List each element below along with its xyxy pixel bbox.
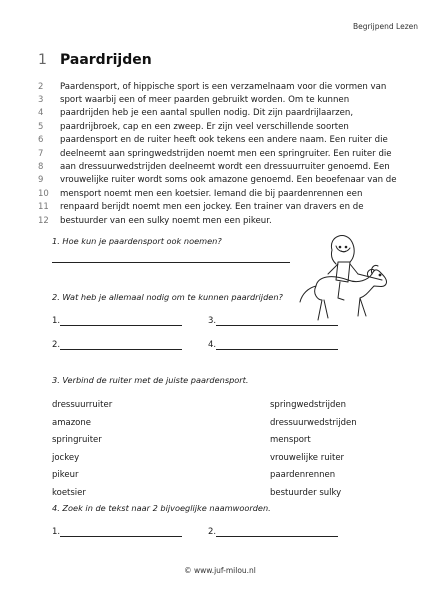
- match-left-item[interactable]: springruiter: [52, 435, 102, 446]
- text-line: [38, 107, 428, 120]
- answer-line-q4-2[interactable]: [216, 536, 338, 537]
- line-number: 7: [38, 148, 44, 159]
- match-right-item[interactable]: springwedstrijden: [270, 400, 347, 410]
- match-right-item[interactable]: bestuurder sulky: [270, 487, 342, 498]
- match-right-column: [270, 397, 357, 503]
- answer-line-q2-1[interactable]: [60, 325, 182, 326]
- question-4: 4. Zoek in de tekst naar 2 bijvoeglijke naamwoorden.: [52, 503, 271, 513]
- line-text: deelneemt aan springwedstrijden noemt men een springruiter. Een ruiter die: [60, 148, 392, 159]
- answer-line-q2-2[interactable]: [60, 349, 182, 350]
- match-left-column: [52, 397, 112, 503]
- page-title: Paardrijden: [60, 52, 152, 68]
- match-left-item[interactable]: dressuurruiter: [52, 400, 113, 410]
- match-right-item[interactable]: dressuurwedstrijden: [270, 417, 357, 428]
- line-number: 11: [38, 202, 49, 213]
- horse-rider-illustration: [288, 228, 400, 336]
- text-line: [38, 187, 428, 200]
- line-text: paardrijbroek, cap en een zweep. Er zijn veel verschillende soorten: [60, 121, 349, 132]
- answer-label: 2.: [52, 340, 61, 350]
- line-text: bestuurder van een sulky noemt men een pikeur.: [60, 215, 272, 226]
- answer-label: 1.: [52, 527, 61, 537]
- match-left-item[interactable]: jockey: [52, 452, 80, 463]
- line-number: 3: [38, 95, 44, 106]
- answer-line-q2-3[interactable]: [216, 325, 338, 326]
- reading-text: [38, 80, 428, 227]
- line-text: sport waarbij een of meer paarden gebruikt worden. Om te kunnen: [60, 95, 350, 106]
- match-left-item[interactable]: pikeur: [52, 470, 79, 481]
- title-row: [38, 52, 152, 72]
- answer-line-q4-1[interactable]: [60, 536, 182, 537]
- line-number: 12: [38, 215, 49, 226]
- text-line: [38, 134, 428, 147]
- answer-label: 3.: [208, 316, 217, 326]
- line-number: 5: [38, 121, 44, 132]
- line-text: mensport noemt men een koetsier. Iemand die bij paardenrennen een: [60, 188, 363, 199]
- match-right-item[interactable]: paardenrennen: [270, 470, 336, 481]
- match-right-item[interactable]: mensport: [270, 435, 311, 446]
- line-number: 8: [38, 162, 44, 173]
- text-line: [38, 160, 428, 173]
- text-line: [38, 147, 428, 160]
- line-number: 6: [38, 135, 44, 146]
- text-line: [38, 174, 428, 187]
- line-text: Paardensport, of hippische sport is een verzamelnaam voor die vormen van: [60, 81, 387, 92]
- text-line: [38, 120, 428, 133]
- footer-copyright: © www.juf-milou.nl: [184, 566, 256, 575]
- match-right-item[interactable]: vrouwelijke ruiter: [270, 452, 345, 463]
- line-text: paardensport en de ruiter heeft ook tekens een andere naam. Een ruiter die: [60, 135, 388, 146]
- line-text: vrouwelijke ruiter wordt soms ook amazone genoemd. Een beoefenaar van de: [60, 175, 397, 186]
- answer-label: 2.: [208, 527, 217, 537]
- answer-label: 1.: [52, 316, 61, 326]
- question-1: 1. Hoe kun je paardensport ook noemen?: [52, 236, 222, 246]
- line-number: 2: [38, 81, 44, 92]
- question-2: 2. Wat heb je allemaal nodig om te kunnen paardrijden?: [52, 292, 283, 302]
- text-line: [38, 201, 428, 214]
- line-number: 4: [38, 108, 44, 119]
- line-text: paardrijden heb je een aantal spullen nodig. Dit zijn paardrijlaarzen,: [60, 108, 354, 119]
- line-number: 9: [38, 175, 44, 186]
- question-3: 3. Verbind de ruiter met de juiste paardensport.: [52, 375, 249, 385]
- header-label: Begrijpend Lezen: [352, 22, 418, 31]
- answer-label: 4.: [208, 340, 217, 350]
- line-text: aan dressuurwedstrijden deelneemt wordt een dressuurruiter genoemd. Een: [60, 162, 390, 173]
- text-line: [38, 80, 428, 93]
- text-line: [38, 214, 428, 227]
- answer-line-q1[interactable]: [52, 262, 290, 263]
- match-left-item[interactable]: koetsier: [52, 487, 86, 498]
- answer-line-q2-4[interactable]: [216, 349, 338, 350]
- title-line-number: 1: [38, 52, 47, 68]
- line-number: 10: [38, 188, 49, 199]
- match-left-item[interactable]: amazone: [52, 417, 91, 428]
- line-text: renpaard berijdt noemt men een jockey. Een trainer van dravers en de: [60, 202, 364, 213]
- text-line: [38, 93, 428, 106]
